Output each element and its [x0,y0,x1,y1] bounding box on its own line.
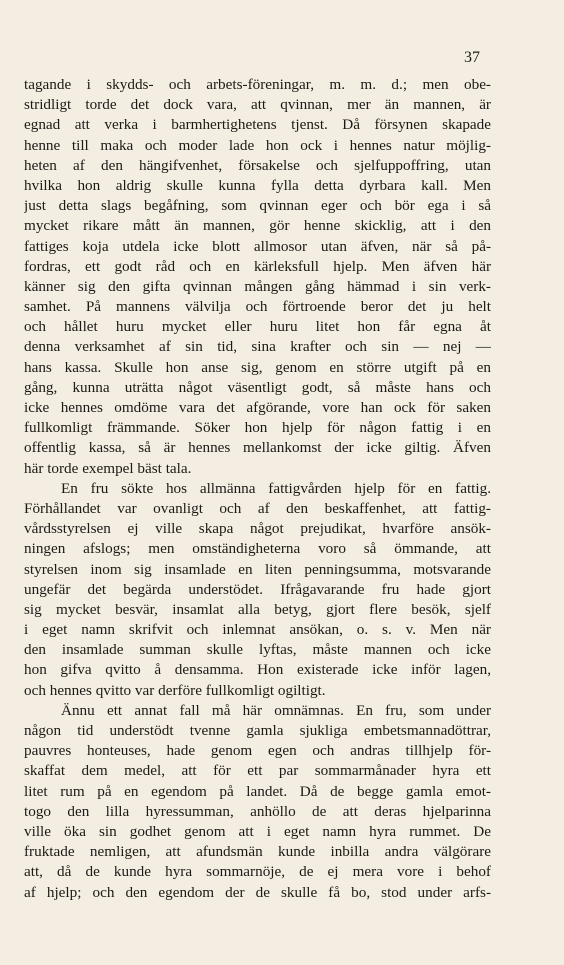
text-line: stridligt torde det dock vara, att qvinnan, mer än mannen, är [24,96,491,114]
text-line: och hennes qvitto var derföre fullkomligt ogiltigt. [24,681,326,699]
paragraph [24,75,491,479]
text-line: och hållet huru mycket eller huru litet hon får egna åt [24,318,491,336]
text-line: togo den lilla hyressumman, anhöllo de att deras hjelparinna [24,802,491,820]
text-line: just detta slags begåfning, som qvinnan eger och bör ega i så [24,197,491,215]
text-line: gång, kunna uträtta något väsentligt godt, så måste hans och [24,378,491,396]
text-line: ningen afslogs; men omständigheterna voro så ömmande, att [24,540,491,558]
text-line: fattiges koja utdela icke blott allmosor utan äfven, när så på- [24,237,491,255]
text-line: hvilka hon aldrig skulle kunna fylla detta dyrbara kall. Men [24,176,491,194]
text-line: fruktade nemligen, att afundsmän kunde inbilla andra välgörare [24,843,491,861]
text-line: vårdsstyrelsen ej ville skapa något prejudikat, hvarföre ansök- [24,520,491,538]
text-line: skaffat dem medel, att för ett par sommarmånader hyra ett [24,762,491,780]
text-line: mycket rikare mått än mannen, gör henne skicklig, att i den [24,217,491,235]
text-line: hon gifva qvitto å densamma. Hon existerade icke inför lagen, [24,661,491,679]
text-line: ungefär det begärda understödet. Ifrågavarande fru hade gjort [24,580,491,598]
text-line: denna verksamhet af sin tid, sina krafter och sin — nej — [24,338,491,356]
text-line: att, då de kunde hyra sommarnöje, de ej mera vore i behof [24,863,491,881]
text-line: här torde exempel bäst tala. [24,459,192,477]
text-line: offentlig kassa, så är hennes mellankomst der icke giltig. Äfven [24,439,491,457]
text-line: styrelsen inom sig insamlade en liten penningsumma, motsvarande [24,560,491,578]
text-line: någon tid understödt tvenne gamla sjukliga embetsmannadöttrar, [24,722,491,739]
text-line: känner sig den gifta qvinnan mången gång hämmad i sin verk- [24,277,491,295]
text-line: heten af den hängifvenhet, försakelse och sjelfuppoffring, utan [24,156,491,174]
text-line: fordras, ett godt råd och en kärleksfull hjelp. Men äfven här [24,257,491,275]
text-line: samhet. På mannens välvilja och förtroende beror det ju helt [24,298,491,316]
text-line: fullkomligt främmande. Söker hon hjelp för någon fattig i en [24,419,491,437]
text-line: i eget namn skrifvit och inlemnat ansökan, o. s. v. Men när [24,621,491,639]
text-line: af hjelp; och den egendom der de skulle få bo, stod under arfs- [24,883,491,901]
text-line: ville öka sin godhet genom att i eget namn hyra rummet. De [24,822,491,840]
paragraph [24,701,491,903]
text-line: tagande i skydds- och arbets-föreningar, m. m. d.; men obe- [24,76,491,93]
text-line: pauvres honteuses, hade genom egen och andras tillhjelp för- [24,742,491,760]
paragraph [24,479,491,701]
text-line: hans kassa. Skulle hon anse sig, genom en större utgift på en [24,358,491,376]
text-line: litet rum på en egendom på landet. Då de begge gamla emot- [24,782,491,800]
text-line: En fru sökte hos allmänna fattigvården hjelp för en fattig. [61,479,491,497]
text-line: icke hennes omdöme vara det afgörande, vore han ock för saken [24,399,491,416]
text-line: Förhållandet var ovanligt och af den beskaffenhet, att fattig- [24,499,491,517]
text-line: egnad att verka i barmhertighetens tjenst. Då försynen skapade [24,116,491,134]
text-line: den insamlade summan skulle lyftas, måste mannen och icke [24,641,491,659]
page-number: 37 [464,49,480,66]
text-line: sig mycket besvär, insamlat alla betyg, gjort flere besök, sjelf [24,600,491,618]
body-text [24,75,491,903]
text-line: henne till maka och moder lade hon ock i hennes natur möjlig- [24,136,491,154]
text-line: Ännu ett annat fall må här omnämnas. En fru, som under [61,701,491,719]
